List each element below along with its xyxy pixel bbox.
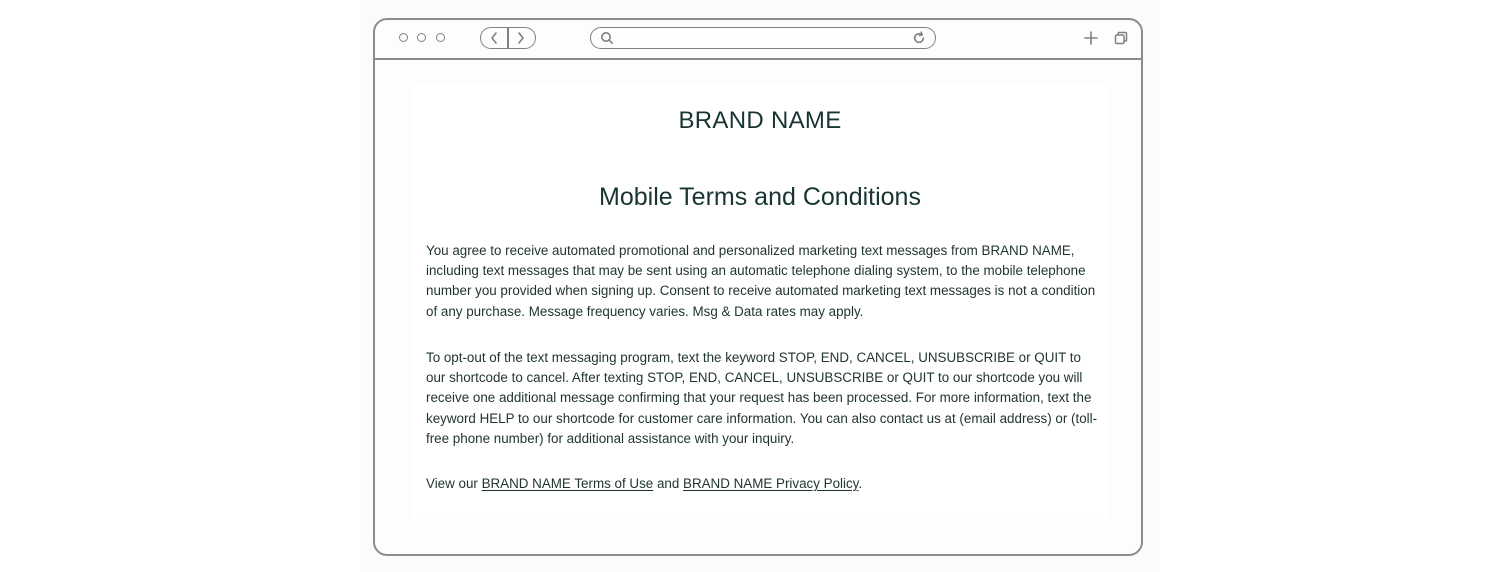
- brand-heading: BRAND NAME: [678, 107, 842, 134]
- window-minimize-dot-icon[interactable]: [417, 33, 426, 42]
- window-close-dot-icon[interactable]: [399, 33, 408, 42]
- page-content: [412, 85, 1108, 519]
- forward-icon: [516, 31, 526, 45]
- browser-toolbar: [375, 20, 1141, 60]
- back-icon: [489, 31, 499, 45]
- policy-suffix: .: [858, 476, 863, 491]
- browser-window: [373, 18, 1143, 556]
- policy-prefix: View our: [426, 476, 482, 491]
- page-title: Mobile Terms and Conditions: [599, 183, 921, 211]
- consent-paragraph: You agree to receive automated promotional and personalized marketing text messages from BRAND NAME, including text messages that may be sent using an automatic telephone dialing system, to the mobile telephone number you provided when signing up. Consent to receive automated marketing text messages is not a condition of any purchase. Message frequency varies. Msg & Data rates may apply.: [426, 243, 1096, 319]
- new-tab-icon[interactable]: [1084, 31, 1098, 45]
- reload-icon[interactable]: [912, 31, 926, 45]
- terms-of-use-link[interactable]: BRAND NAME Terms of Use: [481, 476, 654, 491]
- address-bar[interactable]: [590, 27, 936, 49]
- policy-joiner: and: [653, 476, 684, 491]
- forward-button[interactable]: [508, 29, 534, 47]
- policy-links-line: [426, 474, 1098, 494]
- window-zoom-dot-icon[interactable]: [436, 33, 445, 42]
- back-button[interactable]: [481, 29, 507, 47]
- tabs-icon[interactable]: [1114, 31, 1128, 45]
- opt-out-paragraph: To opt-out of the text messaging program, text the keyword STOP, END, CANCEL, UNSUBSCRIBE or QUIT to our shortcode to cancel. After texting STOP, END, CANCEL, UNSUBSCRIBE or QUIT to our shortcode you will receive one additional message confirming that your request has been processed. For more information, text the keyword HELP to our shortcode for customer care information. You can also contact us at (email address) or (toll-free phone number) for additional assistance with your inquiry.: [426, 350, 1098, 446]
- history-nav: [480, 27, 536, 49]
- privacy-policy-link[interactable]: BRAND NAME Privacy Policy: [683, 476, 859, 491]
- search-icon: [600, 31, 614, 45]
